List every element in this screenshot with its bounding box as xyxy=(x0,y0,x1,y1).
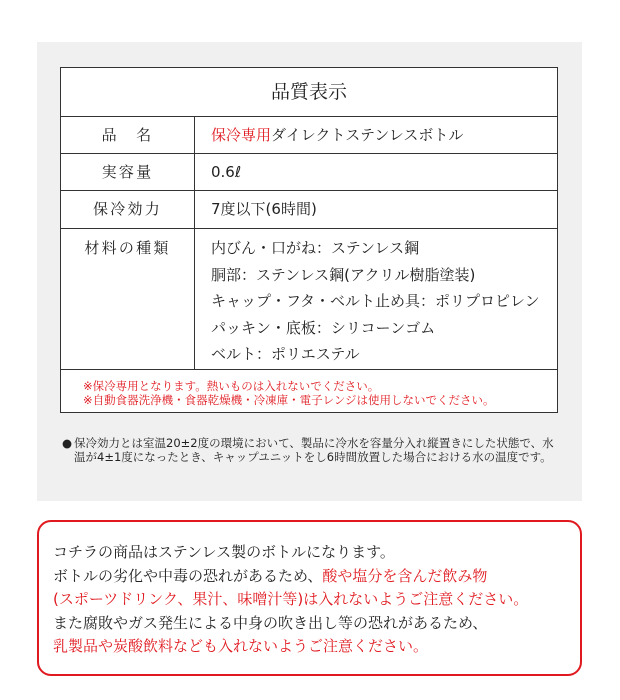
table-row-cooling xyxy=(61,191,557,229)
row-value xyxy=(195,229,540,369)
usage-notice-box xyxy=(37,520,582,676)
warning-line: ※保冷専用となります。熱いものは入れないでください。 xyxy=(83,379,380,393)
table-row-capacity xyxy=(61,154,557,191)
product-name-rest: ダイレクトステンレスボトル xyxy=(271,126,464,144)
table-row-materials xyxy=(61,229,557,370)
material-line: ベルト：ポリエステル xyxy=(211,345,360,363)
table-row-product-name xyxy=(61,117,557,154)
row-label: 保冷効力 xyxy=(61,191,195,228)
table-title: 品質表示 xyxy=(61,68,557,117)
table-warnings xyxy=(61,370,557,407)
material-line: 胴部：ステンレス鋼(アクリル樹脂塗装) xyxy=(211,265,476,284)
row-label: 実容量 xyxy=(61,154,195,190)
row-label: 材料の種類 xyxy=(61,229,195,369)
notice-line xyxy=(53,565,580,589)
notice-highlight: 酸や塩分を含んだ飲み物 xyxy=(322,566,488,585)
material-line: キャップ・フタ・ベルト止め具：ポリプロピレン xyxy=(211,292,540,310)
notice-line: コチラの商品はステンレス製のボトルになります。 xyxy=(53,543,395,561)
notice-highlight-line: (スポーツドリンク、果汁、味噌汁等)は入れないようご注意ください。 xyxy=(53,590,529,608)
bullet-icon: ● xyxy=(62,436,73,450)
row-label: 品 名 xyxy=(61,117,195,153)
warning-line: ※自動食器洗浄機・食器乾燥機・冷凍庫・電子レンジは使用しないでください。 xyxy=(83,393,495,407)
cooling-footnote xyxy=(62,436,562,464)
row-value xyxy=(195,117,463,153)
product-name-highlight: 保冷専用 xyxy=(211,126,272,144)
material-line: 内びん・口がね：ステンレス鋼 xyxy=(211,239,420,257)
notice-line: また腐敗やガス発生による中身の吹き出し等の恐れがあるため、 xyxy=(53,613,488,632)
quality-label-table xyxy=(60,67,558,413)
notice-highlight-line: 乳製品や炭酸飲料なども入れないようご注意ください。 xyxy=(53,637,429,655)
material-line: パッキン・底板：シリコーンゴム xyxy=(211,318,436,337)
footnote-text: 保冷効力とは室温20±2度の環境において、製品に冷水を容量分入れ縦置きにした状態で、水温が4±1度になったとき、キャップユニットをし6時間放置した場合における水の温度です。 xyxy=(74,436,554,464)
row-value: 7度以下(6時間) xyxy=(211,200,317,218)
row-value: 0.6ℓ xyxy=(211,163,242,181)
notice-text: ボトルの劣化や中毒の恐れがあるため、 xyxy=(53,566,323,585)
